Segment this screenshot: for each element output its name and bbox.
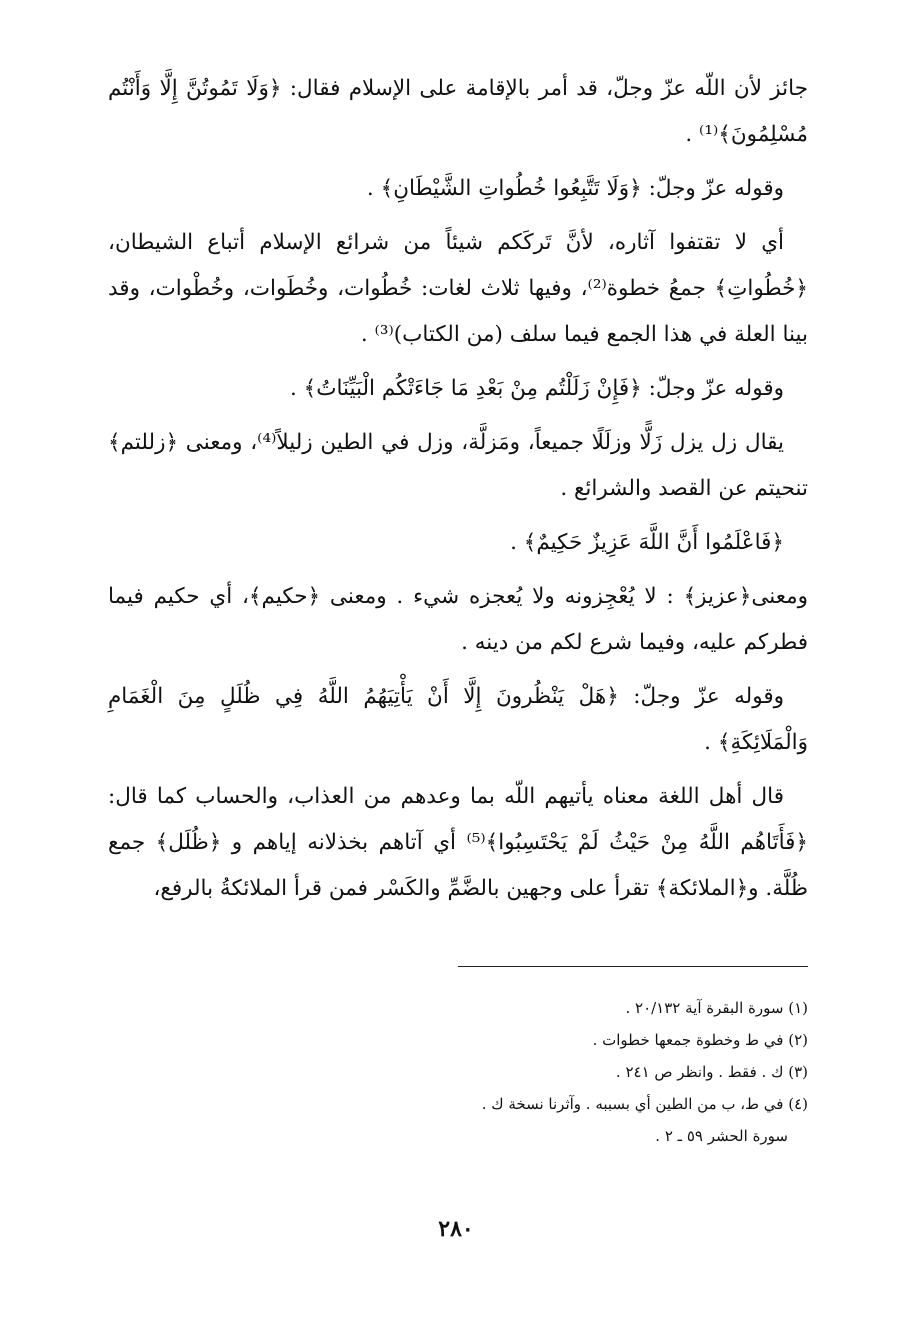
footnote: سورة الحشر ٥٩ ـ ٢ . [655,1127,788,1145]
footnote: (٤) في ط، ب من الطين أي بسببه . وآثرنا نسخة ك . [481,1095,808,1113]
main-text [108,66,808,920]
paragraph: وقوله عزّ وجلّ: ﴿فَإِنْ زَلَلْتُم مِنْ بَعْدِ مَا جَاءَتْكُم الْبَيِّنَاتُ﴾ . [289,376,784,401]
page-number: ٢٨٠ [438,1216,474,1242]
paragraph: وقوله عزّ وجلّ: ﴿هَلْ يَنْظُرونَ إِلَّا أَنْ يَأْتِيَهُمُ اللَّهُ فِي ظُلَلٍ مِنَ الْغَمَامِ وَالْمَلَائِكَةِ﴾ . [108,684,808,755]
footnote-divider [458,966,808,967]
footnotes [108,992,808,1152]
footnote: (١) سورة البقرة آية ٢٠/١٣٢ . [625,999,808,1017]
paragraph: ومعنى﴿عزيز﴾ : لا يُعْجِزونه ولا يُعجزه شيء . ومعنى ﴿حكيم﴾، أي حكيم فيما فطركم عليه، وفيما شرع لكم من دينه . [108,584,808,655]
paragraph: وقوله عزّ وجلّ: ﴿وَلَا تَتَّبِعُوا خُطُواتِ الشَّيْطَانِ﴾ . [366,176,784,201]
footnote: (٢) في ط وخطوة جمعها خطوات . [592,1031,808,1049]
paragraph: ﴿فَاعْلَمُوا أَنَّ اللَّهَ عَزِيزٌ حَكِيمٌ﴾ . [510,530,784,555]
paragraph: يقال زل يزل زَلًّا وزلَلًا جميعاً، ومَزلَّة، وزل في الطين زليلاً⁽⁴⁾، ومعنى ﴿زللتم﴾ تنحيتم عن القصد والشرائع . [108,430,808,501]
paragraph: جائز لأن اللّه عزّ وجلّ، قد أمر بالإقامة على الإسلام فقال: ﴿وَلَا تَمُوتُنَّ إِلَّا وَأَنْتُم مُسْلِمُونَ﴾⁽¹⁾ . [108,76,808,147]
paragraph: أي لا تقتفوا آثاره، لأنَّ تَركَكم شيئاً من شرائع الإسلام أتباع الشيطان، ﴿خُطُواتِ﴾ جمعُ خطوة⁽²⁾، وفيها ثلاث لغات: خُطُوات، وخُطَوات، وخُطْوات، وقد بينا العلة في هذا الجمع فيما سلف (من الكتاب)⁽³⁾ . [108,230,809,347]
paragraph: قال أهل اللغة معناه يأتيهم اللّه بما وعدهم من العذاب، والحساب كما قال: ﴿فَأَتَاهُم اللَّهُ مِنْ حَيْثُ لَمْ يَحْتَسِبُوا﴾⁽⁵⁾ أي آتاهم بخذلانه إياهم و ﴿ظُلَل﴾ جمع ظُلَّة. و﴿الملائكة﴾ تقرأ على وجهين بالضَّمِّ والكَسْر فمن قرأ الملائكةُ بالرفع، [108,784,809,901]
footnote: (٣) ك . فقط . وانظر ص ٢٤١ . [615,1063,808,1081]
